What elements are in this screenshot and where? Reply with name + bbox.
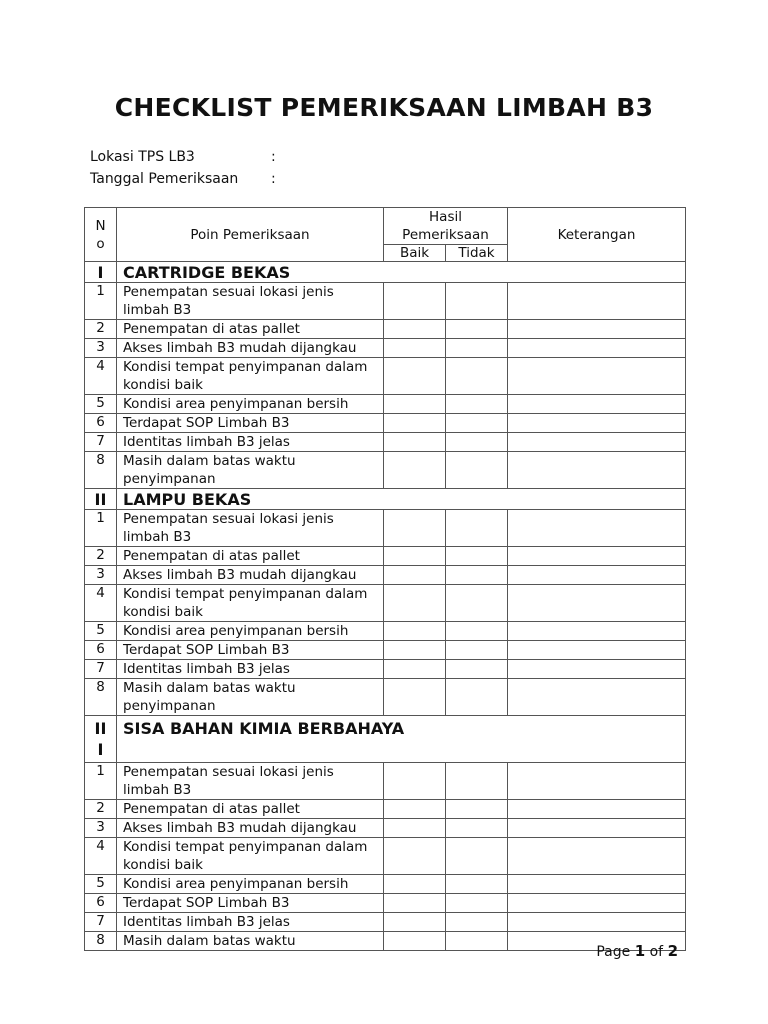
item-description: Akses limbah B3 mudah dijangkau xyxy=(117,819,384,838)
item-number: 7 xyxy=(85,660,117,679)
tidak-cell[interactable] xyxy=(446,800,508,819)
checklist-row xyxy=(85,320,686,339)
checklist-row xyxy=(85,875,686,894)
document-title: CHECKLIST PEMERIKSAAN LIMBAH B3 xyxy=(114,93,654,122)
section-title: LAMPU BEKAS xyxy=(117,489,686,510)
baik-cell[interactable] xyxy=(384,339,446,358)
item-description: Penempatan sesuai lokasi jenis limbah B3 xyxy=(117,763,384,800)
document-meta xyxy=(90,146,276,190)
tidak-cell[interactable] xyxy=(446,641,508,660)
baik-cell[interactable] xyxy=(384,414,446,433)
item-description: Kondisi tempat penyimpanan dalam kondisi baik xyxy=(117,838,384,875)
tidak-cell[interactable] xyxy=(446,547,508,566)
checklist-row xyxy=(85,763,686,800)
item-number: 5 xyxy=(85,622,117,641)
baik-cell[interactable] xyxy=(384,800,446,819)
item-description: Penempatan sesuai lokasi jenis limbah B3 xyxy=(117,283,384,320)
header-keterangan: Keterangan xyxy=(508,208,686,262)
item-number: 3 xyxy=(85,339,117,358)
tidak-cell[interactable] xyxy=(446,395,508,414)
tidak-cell[interactable] xyxy=(446,433,508,452)
item-number: 4 xyxy=(85,585,117,622)
header-no-line1: N xyxy=(95,217,106,234)
header-hasil-line1: Hasil xyxy=(429,209,462,225)
section-number-line1: II xyxy=(94,719,107,738)
baik-cell[interactable] xyxy=(384,566,446,585)
baik-cell[interactable] xyxy=(384,585,446,622)
tidak-cell[interactable] xyxy=(446,660,508,679)
meta-separator: : xyxy=(271,171,276,187)
item-number: 6 xyxy=(85,414,117,433)
tidak-cell[interactable] xyxy=(446,819,508,838)
item-number: 7 xyxy=(85,433,117,452)
tidak-cell[interactable] xyxy=(446,358,508,395)
section-number-line2: I xyxy=(97,740,104,759)
meta-separator: : xyxy=(271,149,276,165)
item-description: Kondisi tempat penyimpanan dalam kondisi baik xyxy=(117,585,384,622)
keterangan-cell[interactable] xyxy=(508,510,686,547)
keterangan-cell[interactable] xyxy=(508,414,686,433)
section-title: CARTRIDGE BEKAS xyxy=(117,262,686,283)
item-number: 6 xyxy=(85,641,117,660)
baik-cell[interactable] xyxy=(384,641,446,660)
header-tidak: Tidak xyxy=(446,245,508,262)
baik-cell[interactable] xyxy=(384,320,446,339)
item-description: Penempatan di atas pallet xyxy=(117,800,384,819)
item-number: 7 xyxy=(85,913,117,932)
checklist-row xyxy=(85,819,686,838)
baik-cell[interactable] xyxy=(384,510,446,547)
checklist-row xyxy=(85,894,686,913)
checklist-row xyxy=(85,641,686,660)
item-number: 8 xyxy=(85,932,117,951)
item-description: Akses limbah B3 mudah dijangkau xyxy=(117,339,384,358)
section-title: SISA BAHAN KIMIA BERBAHAYA xyxy=(117,716,686,763)
baik-cell[interactable] xyxy=(384,763,446,800)
checklist-row xyxy=(85,510,686,547)
item-description: Masih dalam batas waktu penyimpanan xyxy=(117,679,384,716)
tidak-cell[interactable] xyxy=(446,763,508,800)
section-number: I xyxy=(85,262,117,283)
header-no xyxy=(85,208,117,262)
baik-cell[interactable] xyxy=(384,433,446,452)
checklist-row xyxy=(85,452,686,489)
item-number: 6 xyxy=(85,894,117,913)
checklist-row xyxy=(85,414,686,433)
baik-cell[interactable] xyxy=(384,679,446,716)
keterangan-cell[interactable] xyxy=(508,585,686,622)
item-number: 1 xyxy=(85,283,117,320)
keterangan-cell[interactable] xyxy=(508,433,686,452)
item-description: Penempatan sesuai lokasi jenis limbah B3 xyxy=(117,510,384,547)
page-of: of xyxy=(649,944,664,960)
baik-cell[interactable] xyxy=(384,660,446,679)
keterangan-cell[interactable] xyxy=(508,819,686,838)
section-header-row xyxy=(85,716,686,763)
item-description: Kondisi tempat penyimpanan dalam kondisi baik xyxy=(117,358,384,395)
checklist-row xyxy=(85,585,686,622)
item-number: 4 xyxy=(85,358,117,395)
item-number: 8 xyxy=(85,679,117,716)
item-description: Masih dalam batas waktu penyimpanan xyxy=(117,452,384,489)
checklist-row xyxy=(85,660,686,679)
section-header-row xyxy=(85,489,686,510)
keterangan-cell[interactable] xyxy=(508,395,686,414)
item-number: 2 xyxy=(85,547,117,566)
item-description: Penempatan di atas pallet xyxy=(117,547,384,566)
item-number: 3 xyxy=(85,566,117,585)
meta-row-date xyxy=(90,168,276,190)
keterangan-cell[interactable] xyxy=(508,622,686,641)
keterangan-cell[interactable] xyxy=(508,679,686,716)
tidak-cell[interactable] xyxy=(446,679,508,716)
section-number: II xyxy=(85,489,117,510)
item-description: Identitas limbah B3 jelas xyxy=(117,433,384,452)
checklist-row xyxy=(85,358,686,395)
page-total: 2 xyxy=(667,942,678,960)
page-footer xyxy=(596,942,678,960)
checklist-row xyxy=(85,913,686,932)
keterangan-cell[interactable] xyxy=(508,641,686,660)
baik-cell[interactable] xyxy=(384,819,446,838)
keterangan-cell[interactable] xyxy=(508,452,686,489)
item-description: Terdapat SOP Limbah B3 xyxy=(117,894,384,913)
item-description: Masih dalam batas waktu xyxy=(117,932,384,951)
checklist-row xyxy=(85,679,686,716)
meta-row-location xyxy=(90,146,276,168)
keterangan-cell[interactable] xyxy=(508,894,686,913)
item-description: Kondisi area penyimpanan bersih xyxy=(117,875,384,894)
checklist-row xyxy=(85,547,686,566)
tidak-cell[interactable] xyxy=(446,339,508,358)
item-number: 5 xyxy=(85,875,117,894)
keterangan-cell[interactable] xyxy=(508,800,686,819)
header-baik: Baik xyxy=(384,245,446,262)
keterangan-cell[interactable] xyxy=(508,875,686,894)
tidak-cell[interactable] xyxy=(446,838,508,875)
header-poin: Poin Pemeriksaan xyxy=(117,208,384,262)
item-number: 2 xyxy=(85,800,117,819)
keterangan-cell[interactable] xyxy=(508,763,686,800)
baik-cell[interactable] xyxy=(384,283,446,320)
baik-cell[interactable] xyxy=(384,358,446,395)
keterangan-cell[interactable] xyxy=(508,913,686,932)
keterangan-cell[interactable] xyxy=(508,660,686,679)
section-header-row xyxy=(85,262,686,283)
checklist-row xyxy=(85,339,686,358)
meta-label: Tanggal Pemeriksaan xyxy=(90,171,239,187)
item-number: 3 xyxy=(85,819,117,838)
checklist-row xyxy=(85,800,686,819)
checklist-row xyxy=(85,433,686,452)
keterangan-cell[interactable] xyxy=(508,339,686,358)
tidak-cell[interactable] xyxy=(446,932,508,951)
item-number: 1 xyxy=(85,763,117,800)
baik-cell[interactable] xyxy=(384,452,446,489)
tidak-cell[interactable] xyxy=(446,452,508,489)
tidak-cell[interactable] xyxy=(446,414,508,433)
tidak-cell[interactable] xyxy=(446,566,508,585)
header-hasil xyxy=(384,208,508,245)
header-hasil-line2: Pemeriksaan xyxy=(402,227,489,243)
page-label: Page xyxy=(596,944,631,960)
baik-cell[interactable] xyxy=(384,395,446,414)
checklist-row xyxy=(85,283,686,320)
item-number: 8 xyxy=(85,452,117,489)
item-description: Kondisi area penyimpanan bersih xyxy=(117,395,384,414)
checklist-row xyxy=(85,395,686,414)
baik-cell[interactable] xyxy=(384,875,446,894)
tidak-cell[interactable] xyxy=(446,622,508,641)
header-no-line2: o xyxy=(96,235,105,252)
item-description: Identitas limbah B3 jelas xyxy=(117,660,384,679)
item-description: Akses limbah B3 mudah dijangkau xyxy=(117,566,384,585)
baik-cell[interactable] xyxy=(384,622,446,641)
tidak-cell[interactable] xyxy=(446,283,508,320)
item-description: Kondisi area penyimpanan bersih xyxy=(117,622,384,641)
tidak-cell[interactable] xyxy=(446,875,508,894)
checklist-row xyxy=(85,566,686,585)
tidak-cell[interactable] xyxy=(446,510,508,547)
page-current: 1 xyxy=(634,942,646,960)
item-number: 1 xyxy=(85,510,117,547)
checklist-row xyxy=(85,932,686,951)
item-description: Terdapat SOP Limbah B3 xyxy=(117,414,384,433)
baik-cell[interactable] xyxy=(384,547,446,566)
tidak-cell[interactable] xyxy=(446,894,508,913)
item-number: 4 xyxy=(85,838,117,875)
baik-cell[interactable] xyxy=(384,932,446,951)
tidak-cell[interactable] xyxy=(446,913,508,932)
item-number: 5 xyxy=(85,395,117,414)
keterangan-cell[interactable] xyxy=(508,320,686,339)
checklist-row xyxy=(85,838,686,875)
item-description: Identitas limbah B3 jelas xyxy=(117,913,384,932)
tidak-cell[interactable] xyxy=(446,320,508,339)
keterangan-cell[interactable] xyxy=(508,566,686,585)
keterangan-cell[interactable] xyxy=(508,358,686,395)
baik-cell[interactable] xyxy=(384,838,446,875)
item-description: Terdapat SOP Limbah B3 xyxy=(117,641,384,660)
checklist-table xyxy=(84,207,686,951)
item-number: 2 xyxy=(85,320,117,339)
keterangan-cell[interactable] xyxy=(508,838,686,875)
meta-label: Lokasi TPS LB3 xyxy=(90,149,195,165)
baik-cell[interactable] xyxy=(384,913,446,932)
section-number xyxy=(85,716,117,763)
keterangan-cell[interactable] xyxy=(508,283,686,320)
keterangan-cell[interactable] xyxy=(508,547,686,566)
checklist-row xyxy=(85,622,686,641)
tidak-cell[interactable] xyxy=(446,585,508,622)
item-description: Penempatan di atas pallet xyxy=(117,320,384,339)
baik-cell[interactable] xyxy=(384,894,446,913)
